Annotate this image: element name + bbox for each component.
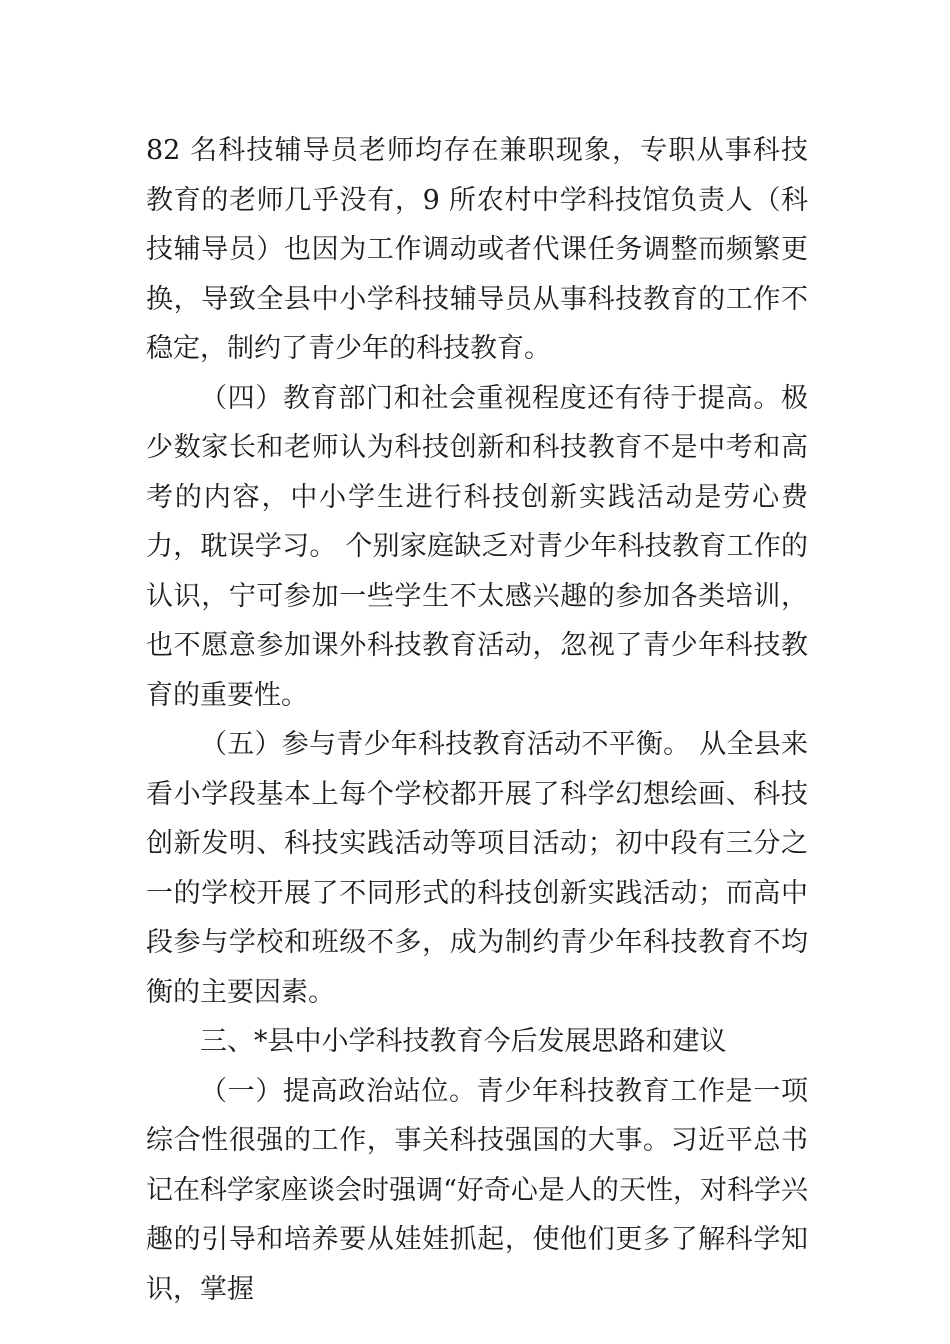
paragraph-section-five: （五）参与青少年科技教育活动不平衡。 从全县来看小学段基本上每个学校都开展了科学幻想绘画、科技创新发明、科技实践活动等项目活动；初中段有三分之一的学校开展了不同形式的科技创新实践活动；而高中段参与学校和班级不多，成为制约青少年科技教育不均衡的主要因素。: [146, 729, 808, 1008]
paragraph-staff-part-time: 82 名科技辅导员老师均存在兼职现象，专职从事科技教育的老师几乎没有，9 所农村中学科技馆负责人（科技辅导员）也因为工作调动或者代课任务调整而频繁更换，导致全县中小学科技辅导员从事科技教育的工作不稳定，制约了青少年的科技教育。: [146, 135, 808, 364]
document-body: [146, 126, 808, 1314]
paragraph-section-four: （四）教育部门和社会重视程度还有待于提高。极少数家长和老师认为科技创新和科技教育不是中考和高考的内容，中小学生进行科技创新实践活动是劳心费力，耽误学习。 个别家庭缺乏对青少年科技教育工作的认识，宁可参加一些学生不太感兴趣的参加各类培训，也不愿意参加课外科技教育活动，忽视了青少年科技教育的重要性。: [146, 382, 808, 711]
paragraph-subsection-one: （一）提高政治站位。青少年科技教育工作是一项综合性很强的工作，事关科技强国的大事。习近平总书记在科学家座谈会时强调“好奇心是人的天性，对科学兴趣的引导和培养要从娃娃抓起，使他们更多了解科学知识，掌握: [146, 1075, 808, 1305]
section-heading-three: 三、*县中小学科技教育今后发展思路和建议: [200, 1026, 727, 1057]
